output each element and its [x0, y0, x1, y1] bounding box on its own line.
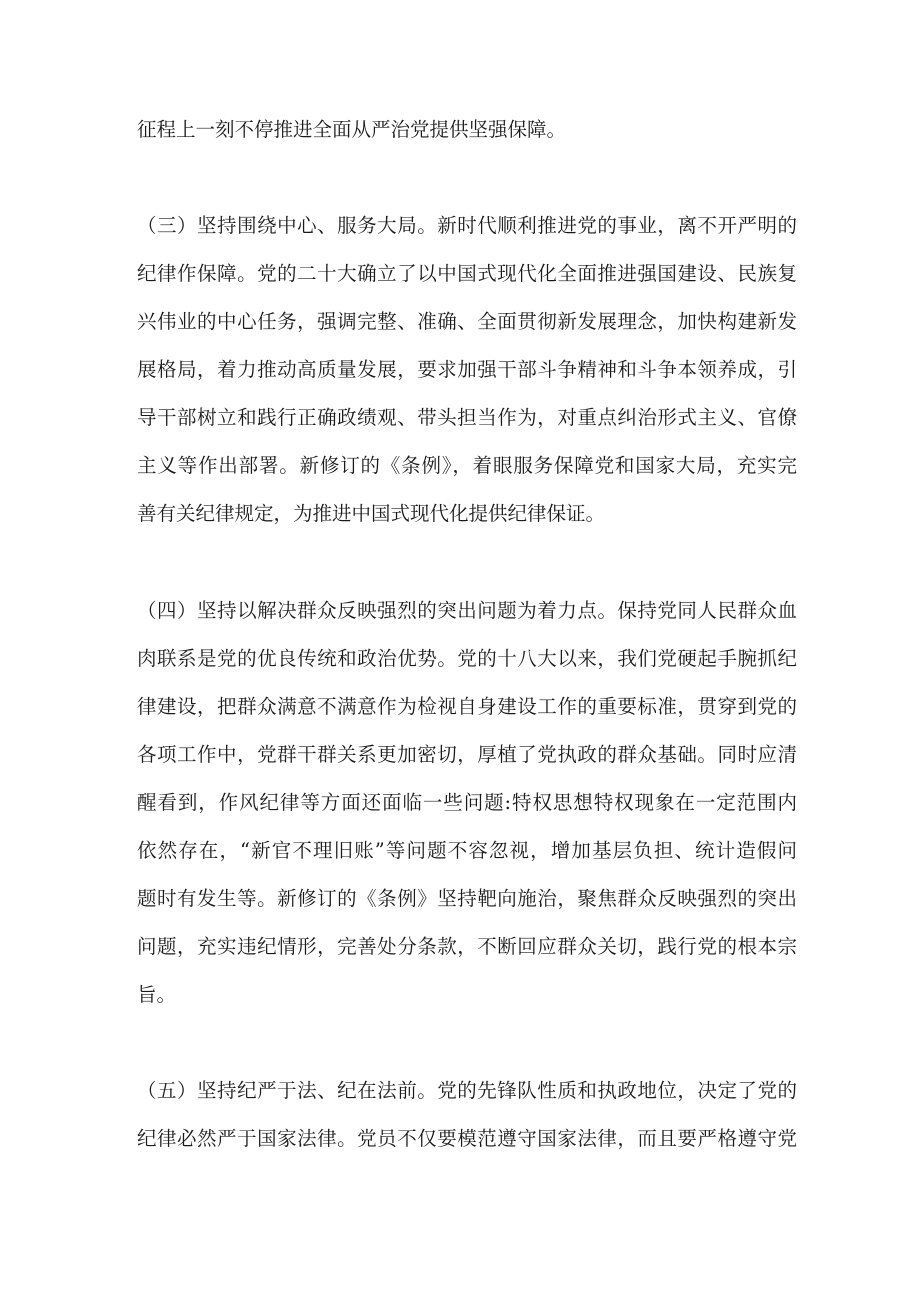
text-line: 题时有发生等。新修订的《条例》坚持靶向施治，聚焦群众反映强烈的突出: [137, 887, 797, 910]
text-line: 主义等作出部署。新修订的《条例》，着眼服务保障党和国家大局，充实完: [137, 454, 797, 477]
text-line: 肉联系是党的优良传统和政治优势。党的十八大以来，我们党硬起手腕抓纪: [137, 647, 797, 670]
text-line: 依然存在，“新官不理旧账”等问题不容忽视，增加基层负担、统计造假问: [137, 839, 797, 862]
text-line: （三）坚持围绕中心、服务大局。新时代顺利推进党的事业，离不开严明的: [137, 214, 797, 237]
text-line: 善有关纪律规定，为推进中国式现代化提供纪律保证。: [137, 502, 606, 525]
text-line: 兴伟业的中心任务，强调完整、准确、全面贯彻新发展理念，加快构建新发: [137, 310, 797, 333]
text-line: 导干部树立和践行正确政绩观、带头担当作为，对重点纠治形式主义、官僚: [137, 406, 797, 429]
text-line: 问题，充实违纪情形，完善处分条款，不断回应群众关切，践行党的根本宗: [137, 935, 797, 958]
text-line: （四）坚持以解决群众反映强烈的突出问题为着力点。保持党同人民群众血: [137, 599, 797, 622]
text-line: 醒看到，作风纪律等方面还面临一些问题:特权思想特权现象在一定范围内: [137, 791, 797, 814]
text-line: 征程上一刻不停推进全面从严治党提供坚强保障。: [137, 118, 567, 141]
text-line: 纪律必然严于国家法律。党员不仅要模范遵守国家法律，而且要严格遵守党: [137, 1127, 797, 1150]
text-line: 纪律作保障。党的二十大确立了以中国式现代化全面推进强国建设、民族复: [137, 262, 797, 285]
text-line: （五）坚持纪严于法、纪在法前。党的先锋队性质和执政地位，决定了党的: [137, 1079, 797, 1102]
text-line: 展格局，着力推动高质量发展，要求加强干部斗争精神和斗争本领养成，引: [137, 358, 797, 381]
text-line: 律建设，把群众满意不满意作为检视自身建设工作的重要标准，贯穿到党的: [137, 695, 797, 718]
text-line: 各项工作中，党群干群关系更加密切，厚植了党执政的群众基础。同时应清: [137, 743, 797, 766]
text-line: 旨。: [137, 983, 177, 1006]
